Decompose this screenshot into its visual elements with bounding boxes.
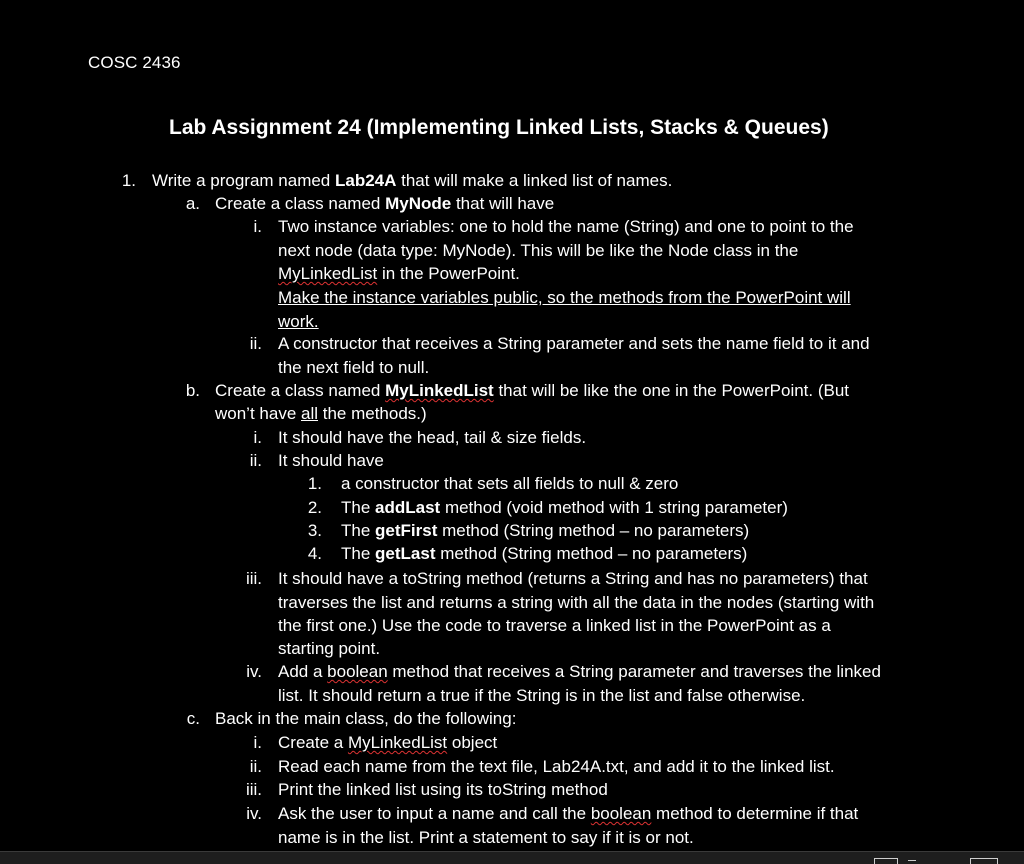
item-c-iii-text: Print the linked list using its toString method <box>278 780 608 799</box>
item-b-iii-line2: traverses the list and returns a string with all the data in the nodes (starting with <box>278 593 875 612</box>
item-c-iv-line1: Ask the user to input a name and call the boolean method to determine if that <box>278 804 859 823</box>
sub-item-2: The addLast method (void method with 1 string parameter) <box>341 498 788 517</box>
list-marker: a. <box>185 194 200 213</box>
item-c-i-text: Create a MyLinkedList object <box>278 733 498 752</box>
list-marker: iv. <box>246 804 262 823</box>
list-marker: 4. <box>307 544 322 563</box>
item-b-iv-line2: list. It should return a true if the String is in the list and false otherwise. <box>278 686 806 705</box>
item-a-ii-line2: the next field to null. <box>278 358 430 377</box>
item-c-ii-text: Read each name from the text file, Lab24A.txt, and add it to the linked list. <box>278 757 835 776</box>
list-marker: 1. <box>307 474 322 493</box>
item-a-i-line1: Two instance variables: one to hold the name (String) and one to point to the <box>278 217 854 236</box>
list-marker: iii. <box>245 569 262 588</box>
item-1-text: Write a program named Lab24A that will make a linked list of names. <box>152 171 673 190</box>
sub-item-1: a constructor that sets all fields to null & zero <box>341 474 679 493</box>
list-marker: i. <box>253 217 262 236</box>
item-a-text: Create a class named MyNode that will have <box>215 194 555 213</box>
item-b-iii-line3: the first one.) Use the code to traverse a linked list in the PowerPoint as a <box>278 616 831 635</box>
list-marker: ii. <box>249 757 262 776</box>
item-a-ii-line1: A constructor that receives a String parameter and sets the name field to it and <box>278 334 870 353</box>
item-b-i-text: It should have the head, tail & size fields. <box>278 428 587 447</box>
list-marker: 1. <box>121 171 136 190</box>
item-a-i-line3: MyLinkedList in the PowerPoint. <box>278 264 520 283</box>
item-c-iv-line2: name is in the list. Print a statement to say if it is or not. <box>278 828 694 847</box>
item-b-iii-line1: It should have a toString method (returns a String and has no parameters) that <box>278 569 868 588</box>
item-a-i-line4: Make the instance variables public, so the methods from the PowerPoint will <box>278 288 851 307</box>
item-a-i-line5: work. <box>278 312 319 331</box>
course-code: COSC 2436 <box>88 53 181 72</box>
list-marker: iv. <box>246 662 262 681</box>
item-b-iii-line4: starting point. <box>278 639 381 658</box>
list-marker: i. <box>253 428 262 447</box>
sub-item-4: The getLast method (String method – no parameters) <box>341 544 748 563</box>
item-a-i-line2: next node (data type: MyNode). This will be like the Node class in the <box>278 241 799 260</box>
bottom-toolbar <box>0 851 1024 864</box>
list-marker: ii. <box>249 334 262 353</box>
item-b-iv-line1: Add a boolean method that receives a String parameter and traverses the linked <box>278 662 881 681</box>
list-marker: ii. <box>249 451 262 470</box>
item-c-text: Back in the main class, do the following: <box>215 709 517 728</box>
list-marker: i. <box>253 733 262 752</box>
sub-item-3: The getFirst method (String method – no parameters) <box>341 521 750 540</box>
item-b-line1: Create a class named MyLinkedList that will be like the one in the PowerPoint. (But <box>215 381 850 400</box>
page-title: Lab Assignment 24 (Implementing Linked Lists, Stacks & Queues) <box>169 116 829 139</box>
list-marker: iii. <box>245 780 262 799</box>
minimize-icon[interactable] <box>908 860 916 864</box>
list-marker: 3. <box>307 521 322 540</box>
list-marker: c. <box>186 709 200 728</box>
comment-icon[interactable] <box>970 858 998 864</box>
window-icon[interactable] <box>874 858 898 864</box>
item-b-ii-text: It should have <box>278 451 384 470</box>
item-b-line2: won’t have all the methods.) <box>215 404 427 423</box>
list-marker: 2. <box>307 498 322 517</box>
list-marker: b. <box>185 381 200 400</box>
